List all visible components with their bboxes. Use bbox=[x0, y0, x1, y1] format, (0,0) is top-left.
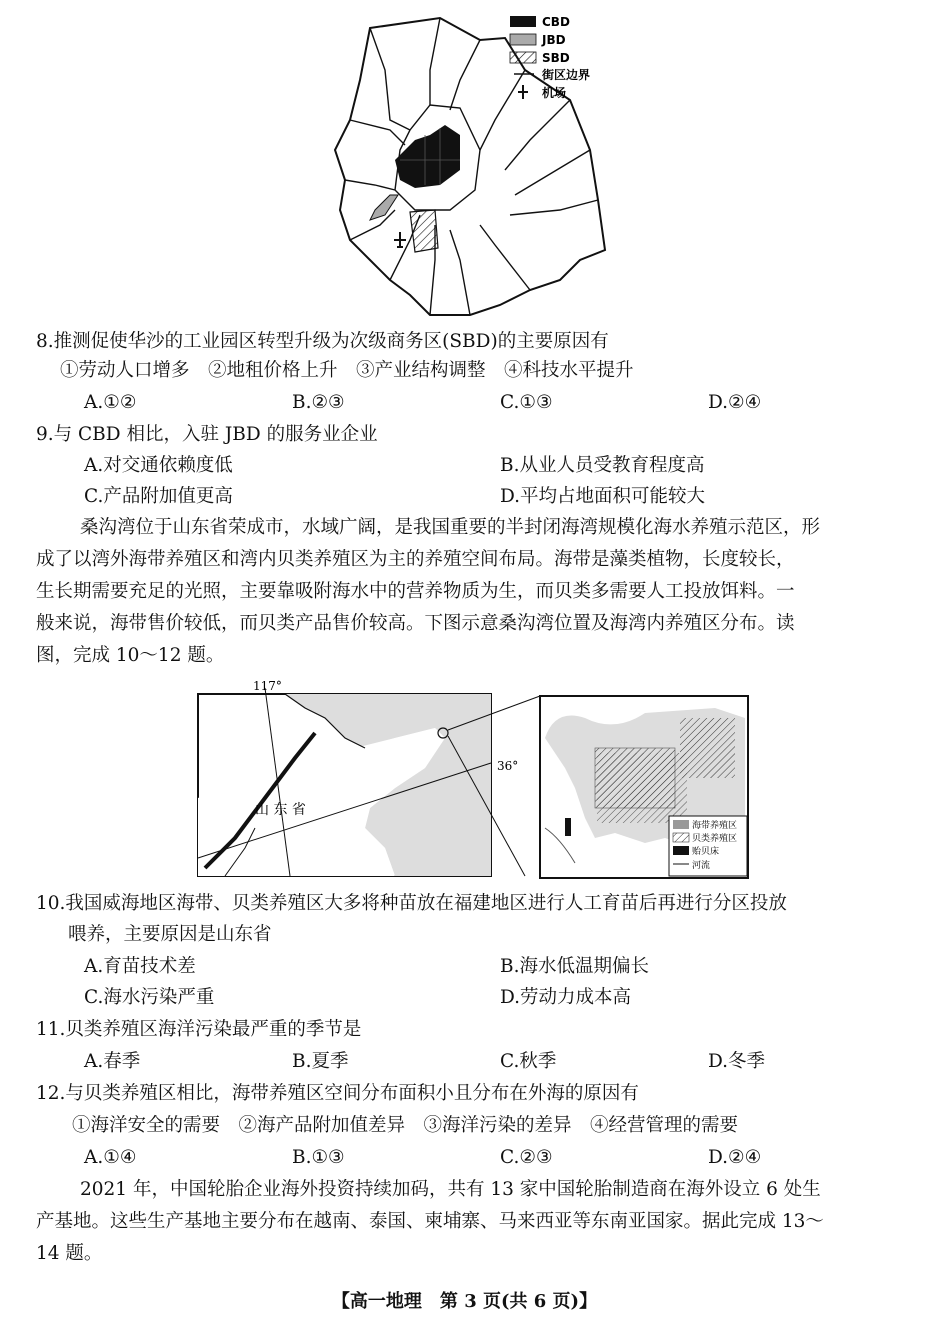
warsaw-district-map bbox=[330, 10, 620, 320]
passage1-line: 般来说，海带售价较低，而贝类产品售价较高。下图示意桑沟湾位置及海湾内养殖区分布。读 bbox=[36, 613, 795, 634]
page-footer: 【高一地理 第 3 页(共 6 页)】 bbox=[331, 1291, 598, 1312]
q10-stem-cont: 喂养，主要原因是山东省 bbox=[68, 924, 272, 945]
q12-option-d[interactable]: D.②④ bbox=[708, 1147, 762, 1168]
q8-option-d[interactable]: D.②④ bbox=[708, 392, 762, 413]
q10-option-b[interactable]: B.海水低温期偏长 bbox=[500, 956, 649, 977]
bay-legend bbox=[669, 816, 747, 876]
q9-option-d[interactable]: D.平均占地面积可能较大 bbox=[500, 486, 706, 507]
q11-option-d[interactable]: D.冬季 bbox=[708, 1051, 766, 1072]
q8-option-a[interactable]: A.①② bbox=[84, 392, 137, 413]
q12-option-c[interactable]: C.②③ bbox=[500, 1147, 553, 1168]
q10-option-d[interactable]: D.劳动力成本高 bbox=[500, 987, 632, 1008]
q11-option-c[interactable]: C.秋季 bbox=[500, 1051, 557, 1072]
legend-mussel: 贻贝床 bbox=[692, 847, 720, 857]
legend-jbd: JBD bbox=[542, 33, 566, 47]
sanggou-bay-map bbox=[195, 678, 755, 888]
latitude-label: 36° bbox=[497, 759, 519, 773]
legend-block-boundary: 街区边界 bbox=[542, 68, 591, 82]
legend-sbd: SBD bbox=[542, 51, 570, 65]
q11-option-b[interactable]: B.夏季 bbox=[292, 1051, 349, 1072]
q11-option-a[interactable]: A.春季 bbox=[84, 1051, 141, 1072]
q8-stem: 8.推测促使华沙的工业园区转型升级为次级商务区(SBD)的主要原因有 bbox=[36, 331, 609, 352]
q12-items: ①海洋安全的需要 ②海产品附加值差异 ③海洋污染的差异 ④经营管理的需要 bbox=[72, 1115, 739, 1136]
legend-cbd: CBD bbox=[542, 15, 570, 29]
q9-option-c[interactable]: C.产品附加值更高 bbox=[84, 486, 233, 507]
passage2-line: 产基地。这些生产基地主要分布在越南、泰国、柬埔寨、马来西亚等东南亚国家。据此完成 13～ bbox=[36, 1211, 824, 1232]
q9-option-b[interactable]: B.从业人员受教育程度高 bbox=[500, 455, 705, 476]
legend-kelp: 海带养殖区 bbox=[692, 821, 738, 831]
q10-option-a[interactable]: A.育苗技术差 bbox=[84, 956, 196, 977]
legend-river: 河流 bbox=[692, 861, 711, 871]
passage2-line: 2021 年，中国轮胎企业海外投资持续加码，共有 13 家中国轮胎制造商在海外设立 6 处生 bbox=[80, 1179, 821, 1200]
map-legend bbox=[510, 15, 590, 100]
passage1-line: 桑沟湾位于山东省荣成市，水域广阔，是我国重要的半封闭海湾规模化海水养殖示范区，形 bbox=[80, 517, 821, 538]
q8-option-b[interactable]: B.②③ bbox=[292, 392, 345, 413]
sbd-area bbox=[410, 210, 438, 252]
q9-stem: 9.与 CBD 相比，入驻 JBD 的服务业企业 bbox=[36, 424, 378, 445]
q10-stem: 10.我国威海地区海带、贝类养殖区大多将种苗放在福建地区进行人工育苗后再进行分区投放 bbox=[36, 893, 787, 914]
q12-option-b[interactable]: B.①③ bbox=[292, 1147, 345, 1168]
longitude-label: 117° bbox=[253, 679, 282, 693]
passage1-line: 生长期需要充足的光照，主要靠吸附海水中的营养物质为生，而贝类多需要人工投放饵料。一 bbox=[36, 581, 795, 602]
q10-option-c[interactable]: C.海水污染严重 bbox=[84, 987, 215, 1008]
q8-option-c[interactable]: C.①③ bbox=[500, 392, 553, 413]
legend-airport: 机场 bbox=[542, 86, 567, 100]
legend-shellfish: 贝类养殖区 bbox=[692, 834, 738, 844]
passage2-line: 14 题。 bbox=[36, 1243, 103, 1264]
passage1-line: 成了以湾外海带养殖区和湾内贝类养殖区为主的养殖空间布局。海带是藻类植物，长度较长， bbox=[36, 549, 795, 570]
province-label: 山 东 省 bbox=[255, 802, 306, 818]
passage1-line: 图，完成 10～12 题。 bbox=[36, 645, 225, 666]
q8-items: ①劳动人口增多 ②地租价格上升 ③产业结构调整 ④科技水平提升 bbox=[60, 360, 634, 381]
q12-stem: 12.与贝类养殖区相比，海带养殖区空间分布面积小且分布在外海的原因有 bbox=[36, 1083, 639, 1104]
q12-option-a[interactable]: A.①④ bbox=[84, 1147, 137, 1168]
q9-option-a[interactable]: A.对交通依赖度低 bbox=[84, 455, 233, 476]
q11-stem: 11.贝类养殖区海洋污染最严重的季节是 bbox=[36, 1019, 362, 1040]
